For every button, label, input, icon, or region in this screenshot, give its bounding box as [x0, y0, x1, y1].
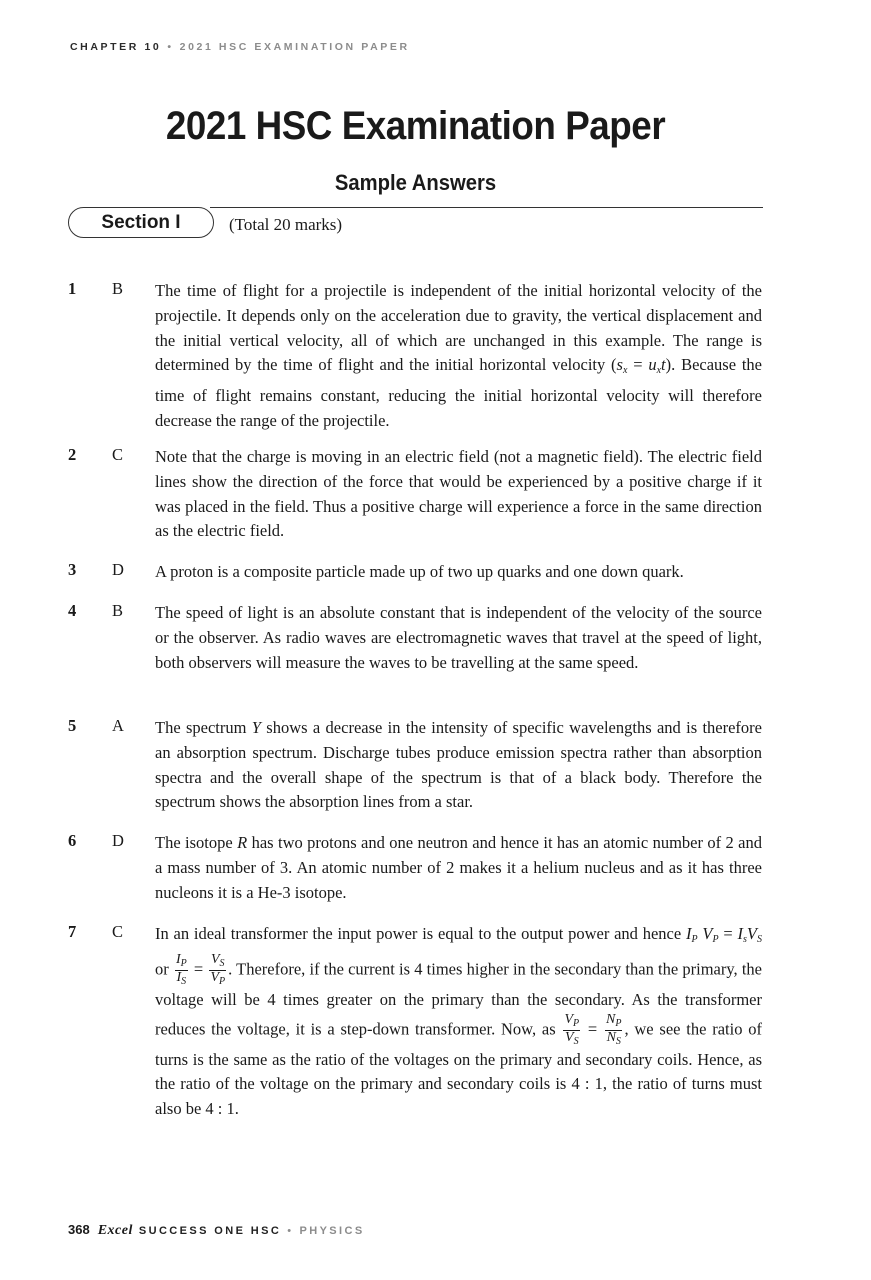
brand-logo: Excel — [97, 1223, 133, 1238]
answer-letter: D — [112, 831, 124, 850]
section-tab — [68, 207, 214, 238]
running-head-title: 2021 HSC EXAMINATION PAPER — [179, 41, 410, 53]
question-number: 1 — [68, 279, 77, 298]
question-number: 6 — [68, 831, 77, 850]
answer-explanation: The speed of light is an absolute constant that is independent of the velocity of the source or the observer. As radio waves are electromagnetic waves that travel at the speed of light, both observers will measure the waves to be travelling at the same speed. — [155, 603, 762, 672]
answer-explanation: Note that the charge is moving in an electric field (not a magnetic field). The electric field lines show the direction of the force that would be experienced by a positive charge if it was placed in the field. Thus a positive charge will experience a force in the same direction as the electric field. — [155, 447, 762, 541]
header-rule — [210, 207, 763, 208]
section-marks: (Total 20 marks) — [229, 215, 343, 234]
page-footer — [68, 1222, 365, 1239]
current-ratio-fraction: $\frac{I_P}{I_S}$ — [175, 951, 187, 987]
answer-letter: A — [112, 716, 124, 735]
subject-name: PHYSICS — [299, 1225, 365, 1237]
turns-ratio-fraction: $\frac{N_P}{N_S}$ — [606, 1011, 622, 1047]
page-title: 2021 HSC Examination Paper — [165, 104, 666, 148]
answer-letter: C — [112, 922, 124, 941]
page-number: 368 — [68, 1222, 90, 1237]
answer-letter: B — [112, 279, 124, 298]
question-number: 7 — [68, 922, 77, 941]
answer-letter: C — [112, 445, 124, 464]
running-head — [70, 41, 410, 53]
page-subtitle: Sample Answers — [334, 170, 497, 195]
voltage-ratio-fraction: $\frac{V_S}{V_P}$ — [210, 951, 226, 987]
footer-bullet: • — [287, 1225, 294, 1237]
answer-explanation: In an ideal transformer the input power is equal to the output power and hence $I_P$ $V_P = I_sV_S$ or $\frac{I_P}{I_S}$ = $\frac{V_S}{V_P}$ . Therefore, if the current is 4 times higher in the secondary than the primary, the voltage will be 4 times greater on the primary than the secondary. As the transformer reduces the voltage, it is a step-down transformer. Now, as $\frac{V_P}{V_S}$ = $\frac{N_P}{N_S}$ , we see the ratio of turns is the same as the ratio of the voltages on the primary and secondary coils. Hence, as the ratio of the voltage on the primary and secondary coils is 4 : 1, the ratio of turns must also be 4 : 1. — [155, 924, 763, 1119]
series-name: SUCCESS ONE HSC — [138, 1225, 282, 1237]
answer-explanation: The spectrum Y shows a decrease in the intensity of specific wavelengths and is therefore an absorption spectrum. Discharge tubes produce emission spectra rather than absorption spectra and the overall shape of the spectrum is that of a black body. Therefore the spectrum shows the absorption lines from a star. — [155, 718, 762, 812]
voltage-ratio-fraction: $\frac{V_P}{V_S}$ — [564, 1011, 580, 1047]
question-number: 5 — [68, 716, 77, 735]
section-label: Section I — [101, 211, 181, 233]
answer-explanation: The time of flight for a projectile is independent of the initial horizontal velocity of the projectile. It depends only on the acceleration due to gravity, the vertical displacement and the initial vertical velocity, all of which are unchanged in this example. The range is determined by the time of flight and the initial horizontal velocity $(s_x = u_xt)$. Because the time of flight remains constant, reducing the initial horizontal velocity will therefore decrease the range of the projectile. — [155, 281, 762, 430]
answer-explanation: A proton is a composite particle made up of two up quarks and one down quark. — [155, 562, 684, 581]
running-head-bullet: • — [167, 41, 174, 53]
answer-explanation: The isotope R has two protons and one neutron and hence it has an atomic number of 2 and a mass number of 3. An atomic number of 2 makes it a helium nucleus and as it has three nucleons it is a He-3 isotope. — [155, 833, 762, 902]
question-number: 3 — [68, 560, 77, 579]
running-head-chapter: CHAPTER 10 — [70, 41, 162, 53]
question-number: 4 — [68, 601, 77, 620]
answer-letter: D — [112, 560, 124, 579]
answer-letter: B — [112, 601, 124, 620]
question-number: 2 — [68, 445, 77, 464]
